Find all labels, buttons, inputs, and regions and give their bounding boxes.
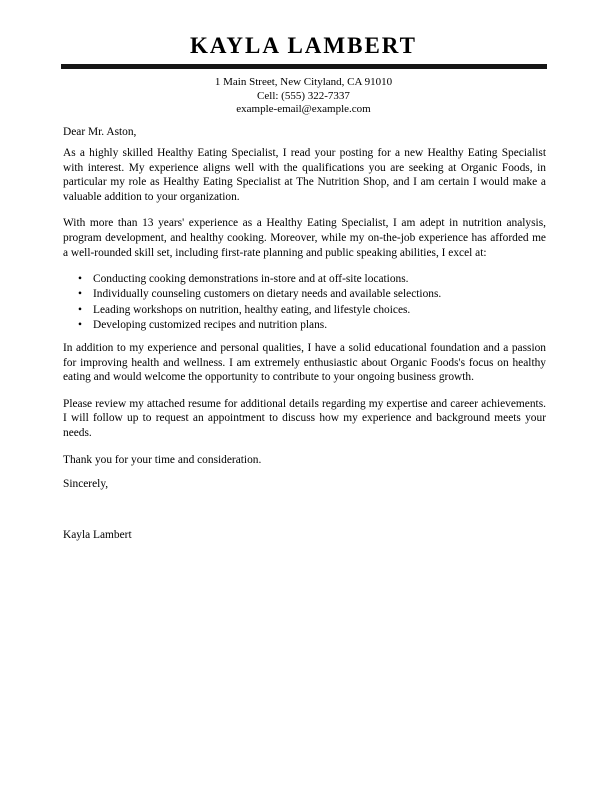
bullet-icon: • (78, 288, 82, 301)
thanks-line: Thank you for your time and consideration. (63, 453, 262, 466)
bullet-text: Leading workshops on nutrition, healthy eating, and lifestyle choices. (93, 303, 411, 316)
bullet-text: Developing customized recipes and nutrition plans. (93, 318, 328, 331)
bullet-icon: • (78, 303, 82, 316)
contact-phone: Cell: (555) 322-7337 (257, 89, 350, 102)
closing-line: Sincerely, (63, 478, 109, 491)
contact-email: example-email@example.com (236, 103, 371, 115)
list-item (78, 303, 546, 318)
bullet-icon: • (78, 318, 82, 331)
bullet-text: Conducting cooking demonstrations in-store and at off-site locations. (93, 273, 409, 286)
list-item (78, 318, 546, 333)
letter-body (63, 125, 546, 543)
list-item (78, 287, 546, 302)
list-item (78, 272, 546, 287)
salutation: Dear Mr. Aston, (63, 125, 137, 138)
paragraph-intro: As a highly skilled Healthy Eating Specialist, I read your posting for a new Healthy Eating Specialist with interest. My experience aligns well with the qualifications you are seeking at Organic Foods, in particular my role as Healthy Eating Specialist at The Nutrition Shop, and I am certain I would make a valuable addition to your organization. (63, 147, 546, 203)
skills-list (78, 272, 546, 333)
paragraph-experience: With more than 13 years' experience as a Healthy Eating Specialist, I am adept in nutrition analysis, program development, and healthy cooking. Moreover, while my on-the-job experience has afforded me a well-rounded skill set, including first-rate planning and public speaking abilities, I excel at: (63, 217, 546, 259)
paragraph-resume: Please review my attached resume for additional details regarding my expertise and career achievements. I will follow up to request an appointment to discuss how my experience and background meets your needs. (63, 397, 546, 440)
signature-name: Kayla Lambert (63, 528, 132, 541)
contact-block (0, 76, 607, 117)
bullet-text: Individually counseling customers on dietary needs and available selections. (93, 288, 442, 301)
page-title: KAYLA LAMBERT (190, 33, 417, 58)
contact-address: 1 Main Street, New Cityland, CA 91010 (214, 76, 393, 88)
header-divider (61, 64, 547, 69)
bullet-icon: • (78, 273, 82, 286)
paragraph-education: In addition to my experience and personal qualities, I have a solid educational foundation and a passion for improving health and wellness. I am extremely enthusiastic about Organic Foods's focus on healthy eating and would welcome the opportunity to contribute to your ongoing business growth. (63, 342, 546, 384)
